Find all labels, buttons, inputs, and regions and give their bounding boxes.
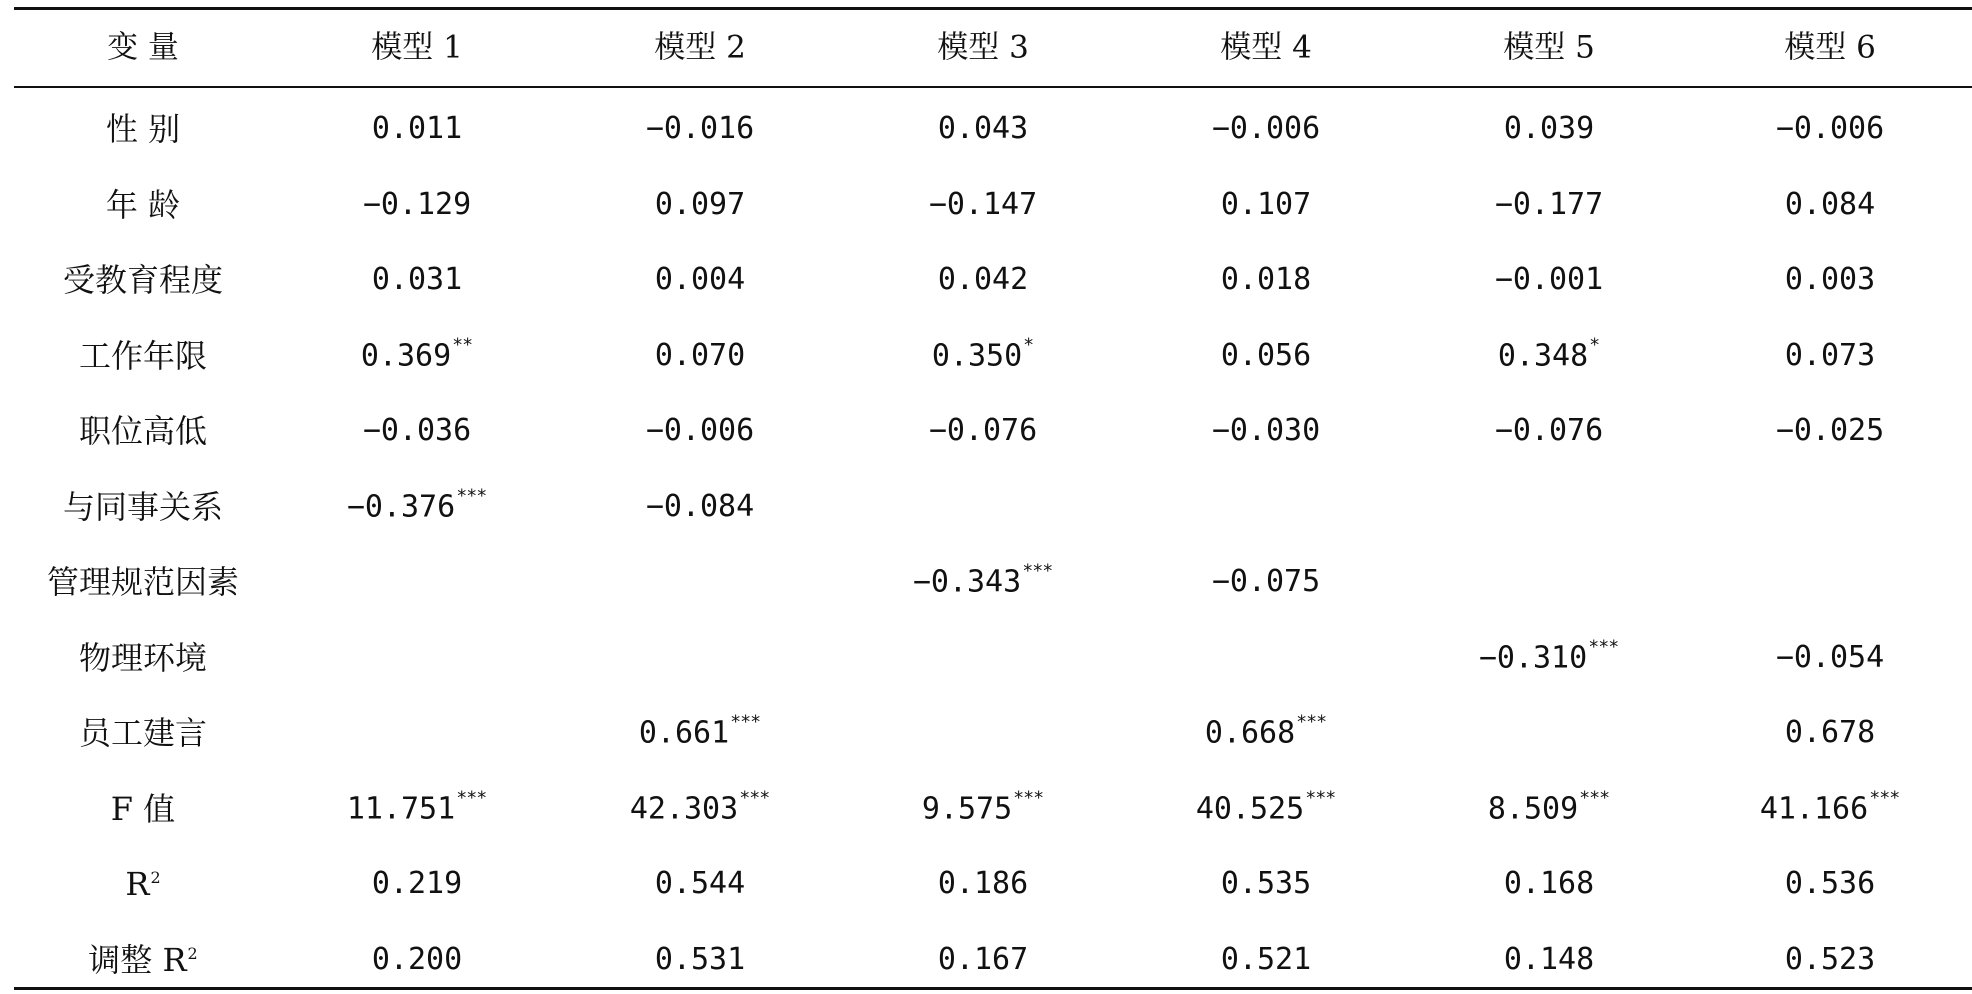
- cell-value: 0.521: [1220, 941, 1312, 977]
- cell-value: 0.039: [1503, 111, 1595, 146]
- cell-value: −0.177: [1494, 186, 1604, 222]
- row-label-text: 物理环境: [78, 638, 208, 677]
- table-cell: [1775, 639, 1885, 675]
- table-cell: [362, 186, 472, 222]
- significance-stars: ***: [1580, 787, 1611, 808]
- table-cell: [371, 111, 463, 146]
- table-cell: [654, 866, 746, 901]
- table-cell: [1784, 262, 1876, 297]
- cell-value: 0.084: [1784, 186, 1876, 222]
- table-cell: [1487, 787, 1611, 826]
- table-cell: [928, 413, 1038, 448]
- significance-stars: ***: [1870, 787, 1901, 808]
- cell-value: −0.147: [928, 186, 1038, 222]
- row-label-text: R: [125, 865, 150, 903]
- significance-stars: **: [453, 334, 474, 355]
- table-cell: [912, 560, 1054, 600]
- row-label: [62, 487, 224, 526]
- table-cell: [1204, 711, 1328, 751]
- table-cell: [1220, 337, 1312, 373]
- table-cell: [931, 334, 1035, 373]
- table-cell: [1220, 262, 1312, 297]
- table-cell: [937, 111, 1029, 146]
- cell-value: −0.016: [645, 111, 755, 146]
- row-label-text: 性 别: [105, 110, 181, 148]
- significance-stars: *: [1024, 334, 1035, 355]
- table-cell: [654, 337, 746, 373]
- cell-value: −0.075: [1211, 564, 1321, 599]
- table-cell: [645, 111, 755, 146]
- cell-value: 0.536: [1784, 866, 1876, 901]
- cell-value: 0.200: [371, 941, 463, 977]
- table-cell: [1211, 111, 1321, 146]
- cell-value: −0.129: [362, 186, 472, 222]
- cell-value: 0.668: [1204, 715, 1296, 751]
- table-cell: [1784, 941, 1876, 977]
- row-label: [78, 638, 208, 677]
- table-cell: [937, 866, 1029, 901]
- header-model-3: 模型 3: [937, 29, 1029, 66]
- superscript: 2: [187, 943, 198, 963]
- significance-stars: ***: [1306, 787, 1337, 808]
- cell-value: −0.054: [1775, 639, 1885, 675]
- header-model-6: 模型 6: [1784, 29, 1876, 66]
- cell-value: 0.018: [1220, 262, 1312, 297]
- table-cell: [1195, 787, 1337, 826]
- cell-value: −0.084: [645, 488, 755, 524]
- bottom-rule: [14, 987, 1972, 990]
- cell-value: 0.168: [1503, 866, 1595, 901]
- header-variable: 变 量: [107, 29, 179, 66]
- row-label-text: 工作年限: [78, 336, 208, 375]
- row-label-text: 管理规范因素: [46, 563, 240, 601]
- table-cell: [1775, 413, 1885, 448]
- cell-value: 8.509: [1487, 791, 1579, 826]
- table-cell: [654, 262, 746, 297]
- header-model-1: 模型 1: [371, 29, 463, 66]
- row-label: [46, 563, 240, 601]
- row-label: [125, 865, 161, 903]
- cell-value: −0.006: [645, 413, 755, 448]
- table-cell: [371, 866, 463, 901]
- table-cell: [654, 186, 746, 222]
- cell-value: 0.107: [1220, 186, 1312, 222]
- cell-value: 0.219: [371, 866, 463, 901]
- cell-value: 0.003: [1784, 262, 1876, 297]
- row-label-text: 受教育程度: [62, 261, 224, 299]
- cell-value: 0.661: [638, 715, 730, 751]
- row-label: [88, 940, 198, 979]
- cell-value: 0.678: [1784, 715, 1876, 750]
- cell-value: 0.042: [937, 262, 1029, 297]
- row-label-text: 调整 R: [88, 940, 187, 979]
- cell-value: −0.076: [928, 413, 1038, 448]
- row-label: [105, 110, 181, 148]
- table-cell: [1494, 413, 1604, 448]
- header-model-4: 模型 4: [1220, 29, 1312, 66]
- table-cell: [1220, 866, 1312, 901]
- cell-value: 0.544: [654, 866, 746, 901]
- table-cell: [360, 334, 474, 373]
- row-label-text: 员工建言: [78, 714, 208, 752]
- cell-value: 0.097: [654, 186, 746, 222]
- row-label-text: F 值: [110, 789, 176, 828]
- cell-value: −0.376: [346, 489, 456, 524]
- row-label: [78, 714, 208, 752]
- table-cell: [1494, 186, 1604, 222]
- table-cell: [1211, 413, 1321, 448]
- significance-stars: ***: [457, 485, 488, 506]
- row-label: [62, 261, 224, 299]
- cell-value: 0.350: [931, 338, 1023, 373]
- cell-value: 0.004: [654, 262, 746, 297]
- table-cell: [1503, 941, 1595, 977]
- cell-value: 0.348: [1497, 338, 1589, 373]
- cell-value: 0.531: [654, 941, 746, 977]
- significance-stars: ***: [1589, 636, 1620, 657]
- cell-value: −0.036: [362, 413, 472, 448]
- table-cell: [921, 787, 1045, 826]
- significance-stars: ***: [1014, 787, 1045, 808]
- row-label-text: 年 龄: [105, 185, 181, 224]
- row-label-text: 与同事关系: [62, 487, 224, 526]
- table-cell: [1503, 866, 1595, 901]
- cell-value: 40.525: [1195, 791, 1305, 826]
- header-model-5: 模型 5: [1503, 29, 1595, 66]
- significance-stars: ***: [1023, 560, 1054, 582]
- table-cell: [1497, 334, 1601, 373]
- cell-value: −0.006: [1211, 111, 1321, 146]
- table-cell: [937, 262, 1029, 297]
- cell-value: 42.303: [629, 791, 739, 826]
- cell-value: 0.167: [937, 941, 1029, 977]
- table-cell: [1494, 262, 1604, 297]
- cell-value: −0.006: [1775, 111, 1885, 146]
- cell-value: 0.070: [654, 337, 746, 373]
- row-label-text: 职位高低: [78, 412, 208, 450]
- table-cell: [1784, 715, 1876, 750]
- table-cell: [1784, 337, 1876, 373]
- cell-value: 11.751: [346, 791, 456, 826]
- cell-value: −0.310: [1478, 640, 1588, 675]
- cell-value: 9.575: [921, 791, 1013, 826]
- table-cell: [346, 787, 488, 826]
- cell-value: 0.523: [1784, 941, 1876, 977]
- table-cell: [362, 413, 472, 448]
- cell-value: 0.011: [371, 111, 463, 146]
- header-rule: [14, 86, 1972, 88]
- table-cell: [371, 941, 463, 977]
- table-cell: [654, 941, 746, 977]
- table-cell: [928, 186, 1038, 222]
- top-rule: [14, 7, 1972, 10]
- cell-value: 0.369: [360, 338, 452, 373]
- cell-value: −0.343: [912, 564, 1022, 600]
- row-label: [110, 789, 176, 828]
- table-cell: [346, 485, 488, 524]
- table-cell: [1759, 787, 1901, 826]
- cell-value: 0.535: [1220, 866, 1312, 901]
- significance-stars: ***: [457, 787, 488, 808]
- significance-stars: ***: [1297, 711, 1328, 733]
- cell-value: 0.148: [1503, 941, 1595, 977]
- table-cell: [1775, 111, 1885, 146]
- table-cell: [645, 413, 755, 448]
- table-cell: [638, 711, 762, 751]
- cell-value: −0.076: [1494, 413, 1604, 448]
- table-cell: [937, 941, 1029, 977]
- table-cell: [1784, 866, 1876, 901]
- cell-value: −0.001: [1494, 262, 1604, 297]
- row-label: [105, 185, 181, 224]
- table-cell: [1784, 186, 1876, 222]
- table-cell: [629, 787, 771, 826]
- table-cell: [645, 488, 755, 524]
- significance-stars: ***: [731, 711, 762, 733]
- cell-value: −0.025: [1775, 413, 1885, 448]
- significance-stars: *: [1590, 334, 1601, 355]
- row-label: [78, 412, 208, 450]
- cell-value: 0.043: [937, 111, 1029, 146]
- cell-value: 0.056: [1220, 337, 1312, 373]
- header-model-2: 模型 2: [654, 29, 746, 66]
- table-cell: [1220, 941, 1312, 977]
- significance-stars: ***: [740, 787, 771, 808]
- cell-value: 0.186: [937, 866, 1029, 901]
- cell-value: 41.166: [1759, 791, 1869, 826]
- cell-value: 0.031: [371, 262, 463, 297]
- table-cell: [1220, 186, 1312, 222]
- table-cell: [1211, 564, 1321, 599]
- superscript: 2: [150, 868, 161, 888]
- row-label: [78, 336, 208, 375]
- table-cell: [1478, 636, 1620, 675]
- table-cell: [1503, 111, 1595, 146]
- cell-value: 0.073: [1784, 337, 1876, 373]
- table-cell: [371, 262, 463, 297]
- cell-value: −0.030: [1211, 413, 1321, 448]
